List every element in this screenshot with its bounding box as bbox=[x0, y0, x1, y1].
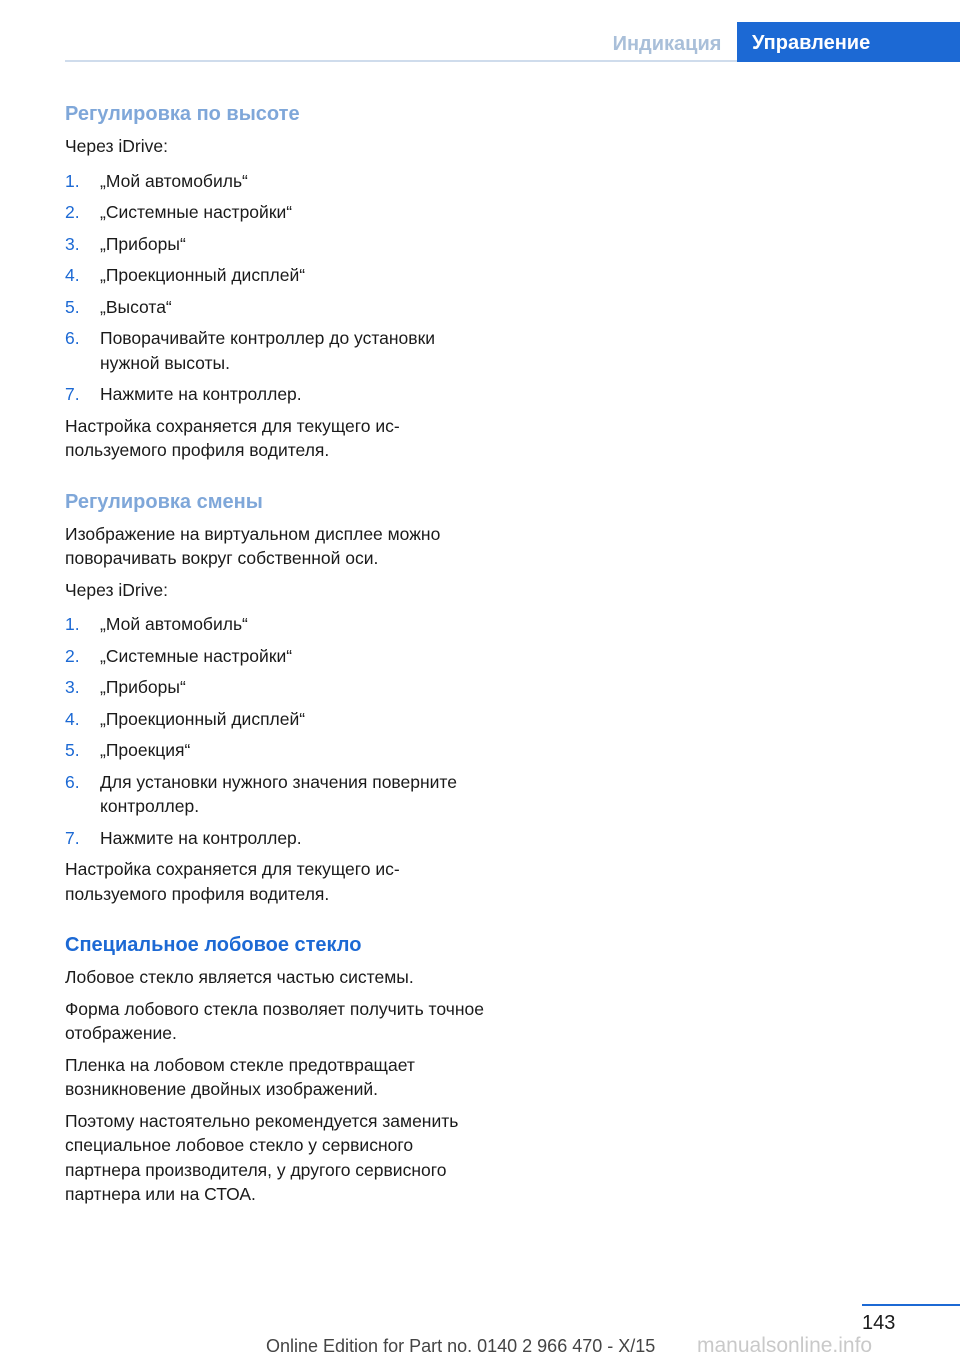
steps-list bbox=[65, 612, 485, 850]
section-title: Регулировка по высоте bbox=[65, 103, 300, 125]
list-item bbox=[65, 382, 485, 407]
step-text: „Проекционный дисплей“ bbox=[100, 265, 306, 285]
list-item bbox=[65, 644, 485, 669]
step-text: „Мой автомобиль“ bbox=[100, 170, 248, 191]
intro-text: Через iDrive: bbox=[65, 579, 168, 600]
step-number: 5. bbox=[65, 296, 80, 317]
list-item bbox=[65, 326, 485, 375]
section-title: Регулировка смены bbox=[65, 490, 263, 513]
step-text: „Проекционный дисплей“ bbox=[100, 708, 306, 729]
tab-indikatsiya[interactable]: Индикация bbox=[612, 33, 722, 55]
step-number: 1. bbox=[65, 170, 80, 191]
steps-list bbox=[65, 169, 485, 407]
step-text: Для установки нужного значения поверните контроллер. bbox=[100, 771, 457, 816]
list-item bbox=[65, 826, 485, 851]
watermark: manualsonline.info bbox=[697, 1334, 873, 1357]
step-number: 7. bbox=[65, 384, 80, 404]
step-text: „Системные настройки“ bbox=[100, 645, 293, 666]
step-text: „Приборы“ bbox=[100, 233, 186, 254]
step-text: „Мой автомобиль“ bbox=[100, 614, 248, 634]
step-text: Поворачивайте контроллер до установки нужной высоты. bbox=[100, 328, 436, 373]
list-item bbox=[65, 169, 485, 194]
section-special-windshield bbox=[65, 934, 485, 1207]
step-number: 5. bbox=[65, 740, 80, 760]
paragraph: Форма лобового стекла позволяет получить точное отображение. bbox=[65, 998, 484, 1043]
note-text: Настройка сохраняется для текущего используемого профиля водителя. bbox=[65, 415, 400, 460]
list-item bbox=[65, 675, 485, 700]
list-item bbox=[65, 200, 485, 225]
list-item bbox=[65, 707, 485, 732]
step-text: Нажмите на контроллер. bbox=[100, 827, 302, 848]
page-number: 143 bbox=[862, 1312, 896, 1334]
list-item bbox=[65, 770, 485, 819]
list-item bbox=[65, 263, 485, 288]
list-item bbox=[65, 738, 485, 763]
page-content bbox=[65, 103, 485, 1214]
step-number: 6. bbox=[65, 771, 80, 792]
step-number: 3. bbox=[65, 233, 80, 254]
section-title: Специальное лобовое стекло bbox=[65, 934, 362, 956]
step-text: Нажмите на контроллер. bbox=[100, 384, 302, 404]
section-rotation-adjust bbox=[65, 491, 485, 907]
step-text: „Проекция“ bbox=[100, 740, 191, 760]
footer-rule bbox=[862, 1304, 960, 1306]
step-text: „Высота“ bbox=[100, 296, 172, 317]
step-number: 7. bbox=[65, 827, 80, 848]
intro-text: Через iDrive: bbox=[65, 136, 168, 156]
step-text: „Приборы“ bbox=[100, 677, 186, 697]
list-item bbox=[65, 295, 485, 320]
step-number: 2. bbox=[65, 645, 80, 666]
paragraph: Пленка на лобовом стекле предотвращает возникновение двойных изображений. bbox=[65, 1054, 415, 1099]
paragraph: Поэтому настоятельно рекомендуется заменить специальное лобовое стекло у сервисного партнера производителя, у другого сервисного партнера или на СТОА. bbox=[65, 1110, 459, 1204]
step-number: 2. bbox=[65, 202, 80, 222]
list-item bbox=[65, 232, 485, 257]
step-number: 1. bbox=[65, 614, 80, 634]
tab-upravlenie[interactable]: Управление bbox=[737, 22, 960, 62]
edition-line: Online Edition for Part no. 0140 2 966 470 - X/15 bbox=[266, 1336, 656, 1356]
step-number: 4. bbox=[65, 708, 80, 729]
paragraph: Лобовое стекло является частью системы. bbox=[65, 967, 414, 987]
section-height-adjust bbox=[65, 103, 485, 463]
step-text: „Системные настройки“ bbox=[100, 202, 293, 222]
step-number: 4. bbox=[65, 265, 80, 285]
list-item bbox=[65, 612, 485, 637]
step-number: 6. bbox=[65, 328, 80, 348]
note-text: Настройка сохраняется для текущего используемого профиля водителя. bbox=[65, 859, 400, 904]
intro-text: Изображение на виртуальном дисплее можно поворачивать вокруг собственной оси. bbox=[65, 523, 441, 568]
step-number: 3. bbox=[65, 677, 80, 697]
